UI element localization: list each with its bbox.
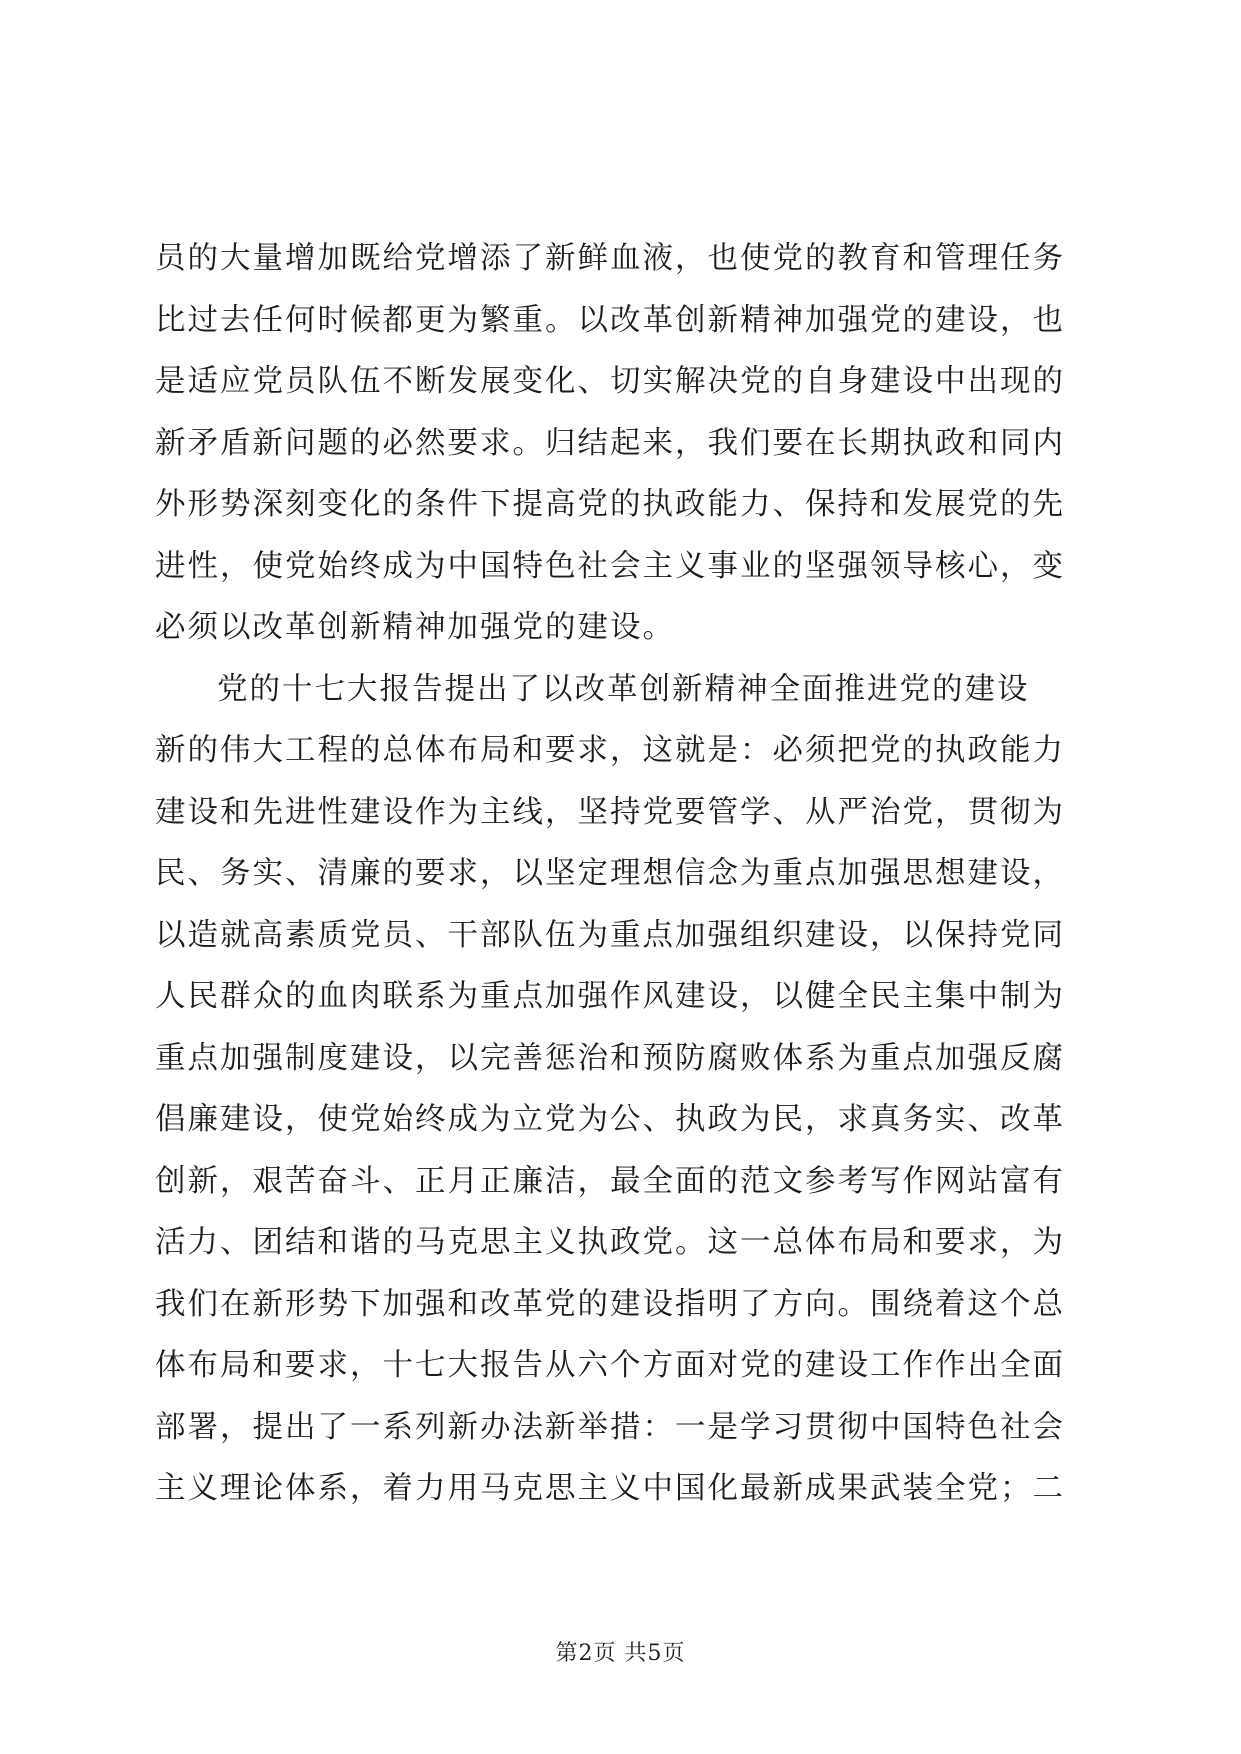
- text-line: 建设和先进性建设作为主线，坚持党要管学、从严治党，贯彻为: [155, 794, 1065, 830]
- text-line: 重点加强制度建设，以完善惩治和预防腐败体系为重点加强反腐: [155, 1040, 1065, 1076]
- text-line: 比过去任何时候都更为繁重。以改革创新精神加强党的建设，也: [155, 302, 1065, 338]
- text-line: 体布局和要求，十七大报告从六个方面对党的建设工作作出全面: [155, 1348, 1065, 1383]
- body-text: [155, 228, 1095, 1520]
- text-line: 外形势深刻变化的条件下提高党的执政能力、保持和发展党的先: [155, 487, 1065, 522]
- text-line: 是适应党员队伍不断发展变化、切实解决党的自身建设中出现的: [155, 364, 1065, 399]
- text-line: 主义理论体系，着力用马克思主义中国化最新成果武装全党；二: [155, 1471, 1065, 1506]
- text-line: 活力、团结和谐的马克思主义执政党。这一总体布局和要求，为: [155, 1225, 1065, 1260]
- text-line: 部署，提出了一系列新办法新举措：一是学习贯彻中国特色社会: [155, 1409, 1065, 1445]
- text-line: 进性，使党始终成为中国特色社会主义事业的坚强领导核心，变: [155, 548, 1065, 584]
- text-line: 我们在新形势下加强和改革党的建设指明了方向。围绕着这个总: [155, 1286, 1065, 1322]
- text-line: 民、务实、清廉的要求，以坚定理想信念为重点加强思想建设，: [155, 856, 1065, 891]
- text-line: 党的十七大报告提出了以改革创新精神全面推进党的建设: [217, 671, 1030, 707]
- text-line: 以造就高素质党员、干部队伍为重点加强组织建设，以保持党同: [155, 917, 1065, 953]
- text-line: 创新，艰苦奋斗、正月正廉洁，最全面的范文参考写作网站富有: [155, 1163, 1065, 1199]
- text-line: 新的伟大工程的总体布局和要求，这就是：必须把党的执政能力: [155, 733, 1065, 768]
- text-line: 倡廉建设，使党始终成为立党为公、执政为民，求真务实、改革: [155, 1102, 1065, 1137]
- text-line: 人民群众的血肉联系为重点加强作风建设，以健全民主集中制为: [155, 979, 1065, 1014]
- text-line: 新矛盾新问题的必然要求。归结起来，我们要在长期执政和同内: [155, 425, 1065, 461]
- text-line: 必须以改革创新精神加强党的建设。: [155, 610, 675, 645]
- page-number-footer: 第2页 共5页: [555, 1641, 686, 1666]
- text-line: 员的大量增加既给党增添了新鲜血液，也使党的教育和管理任务: [155, 241, 1065, 276]
